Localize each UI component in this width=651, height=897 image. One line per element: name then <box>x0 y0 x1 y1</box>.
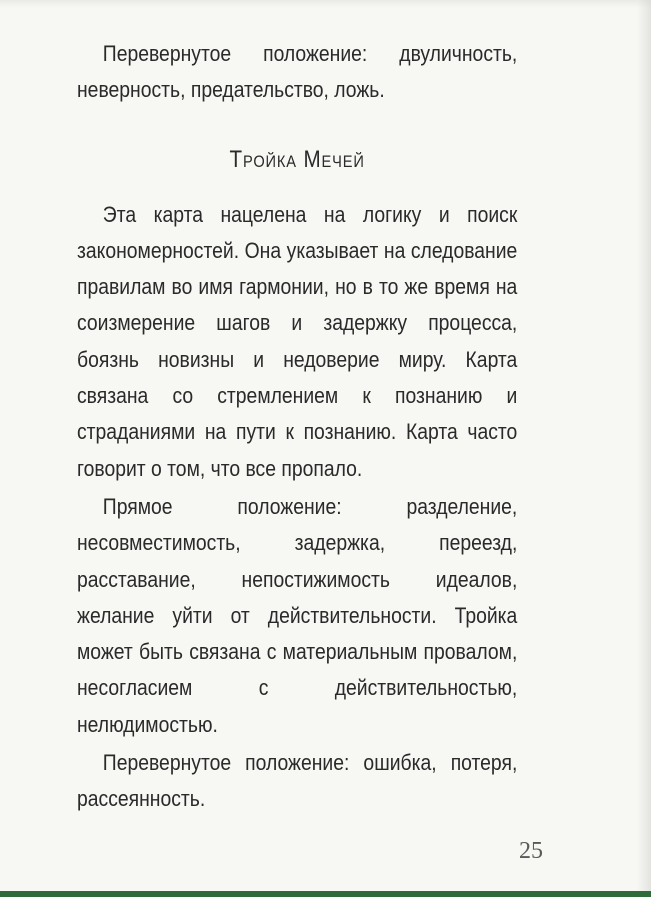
paragraph-reversed-meaning: Перевернутое положение: ошибка, потеря, рассеянность. <box>77 750 518 812</box>
page-content <box>77 36 517 818</box>
paragraph-upright-meaning: Прямое положение: разделение, несовместимость, задержка, переезд, расставание, непостижимость идеалов, желание уйти от действительности. Тройка может быть связана с материальным провалом, несогласием с действительностью, нелюдимостью. <box>77 493 518 737</box>
page-number: 25 <box>519 838 543 864</box>
paragraph-description: Эта карта нацелена на логику и поиск закономерностей. Она указывает на следование правилам во имя гармонии, но в то же время на соизмерение шагов и задержку процесса, боязнь новизны и недоверие миру. Карта связана со стремлением к познанию и страданиями на пути к познанию. Карта часто говорит о том, что все пропало. <box>77 201 518 481</box>
bottom-color-band <box>0 891 651 897</box>
intro-paragraph: Перевернутое положение: двуличность, неверность, предательство, ложь. <box>77 41 518 103</box>
section-title: Тройка Мечей <box>229 145 365 173</box>
page-top-shadow <box>0 0 651 8</box>
page-right-shadow <box>637 0 651 897</box>
